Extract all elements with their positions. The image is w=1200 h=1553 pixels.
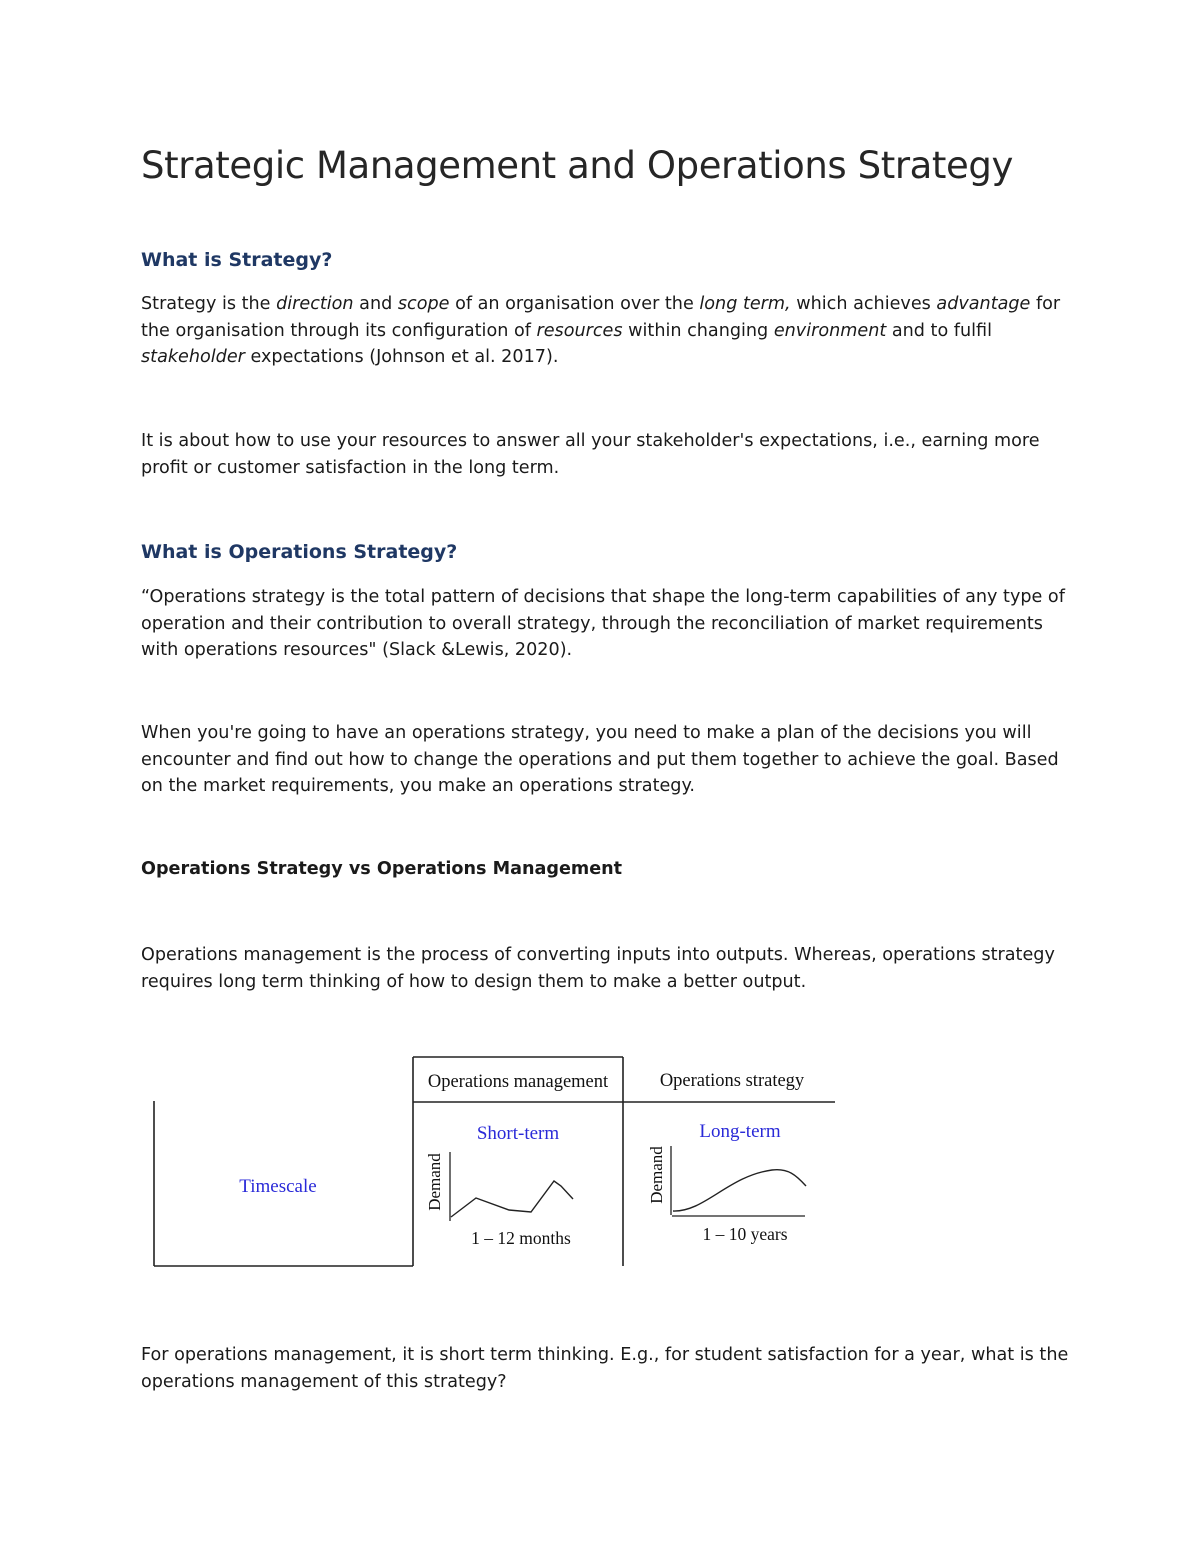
text-fragment: of an organisation over the [449,294,700,314]
text-fragment: and to fulfil [886,320,993,341]
text-fragment: which achieves [790,294,937,314]
paragraph-line: When you're going to have an operations strategy, you need to make a plan of the decisions you will [141,723,1032,743]
long-term-label: Long-term [699,1121,781,1142]
paragraph-line: on the market requirements, you make an operations strategy. [141,776,695,796]
heading-what-is-operations-strategy: What is Operations Strategy? [141,541,458,563]
term-long-term: long term, [699,294,791,314]
long-term-y-axis-label: Demand [647,1146,666,1204]
heading-strategy-vs-management: Operations Strategy vs Operations Management [141,859,623,879]
paragraph-line: with operations resources" (Slack &Lewis, 2020). [141,640,573,660]
short-term-y-axis-label: Demand [425,1153,444,1211]
text-fragment: Strategy is the [141,294,277,314]
paragraph-line: It is about how to use your resources to answer all your stakeholder's expectations, i.e., earning more [141,431,1040,451]
paragraph-line: requires long term thinking of how to design them to make a better output. [141,971,807,992]
term-environment: environment [773,320,887,341]
long-term-x-axis-label: 1 – 10 years [702,1224,788,1244]
paragraph-line: operation and their contribution to overall strategy, through the reconciliation of market requirements [141,613,1043,634]
short-term-x-axis-label: 1 – 12 months [471,1228,571,1248]
term-resources: resources [536,320,623,341]
text-fragment: within changing [622,320,774,341]
paragraph-line: For operations management, it is short term thinking. E.g., for student satisfaction for a year, what is the [141,1345,1069,1365]
paragraph-line: operations management of this strategy? [141,1371,507,1392]
text-fragment: for [1030,294,1061,314]
term-direction: direction [276,294,354,314]
paragraph-line: Operations management is the process of converting inputs into outputs. Whereas, operations strategy [141,945,1055,965]
text-fragment: expectations (Johnson et al. 2017). [244,347,559,367]
short-term-label: Short-term [476,1123,560,1144]
heading-what-is-strategy: What is Strategy? [141,249,333,271]
closing-paragraph [141,1342,1071,1395]
paragraph-line: encounter and find out how to change the operations and put them together to achieve the goal. Based [141,749,1059,770]
text-fragment: and [353,294,398,314]
page-title: Strategic Management and Operations Strategy [141,144,1013,187]
paragraph-line: profit or customer satisfaction in the long term. [141,457,560,478]
term-advantage: advantage [936,294,1031,314]
column-header-operations-strategy: Operations strategy [659,1071,805,1091]
row-label-timescale: Timescale [239,1176,317,1197]
text-fragment: the organisation through its configuration of [141,320,537,341]
long-term-demand-curve [673,1170,806,1211]
term-scope: scope [397,294,450,314]
term-stakeholder: stakeholder [141,347,245,367]
paragraph-line: “Operations strategy is the total pattern of decisions that shape the long-term capabilities of any type of [141,587,1065,607]
column-header-operations-management: Operations management [427,1072,609,1092]
short-term-demand-curve [451,1181,573,1217]
